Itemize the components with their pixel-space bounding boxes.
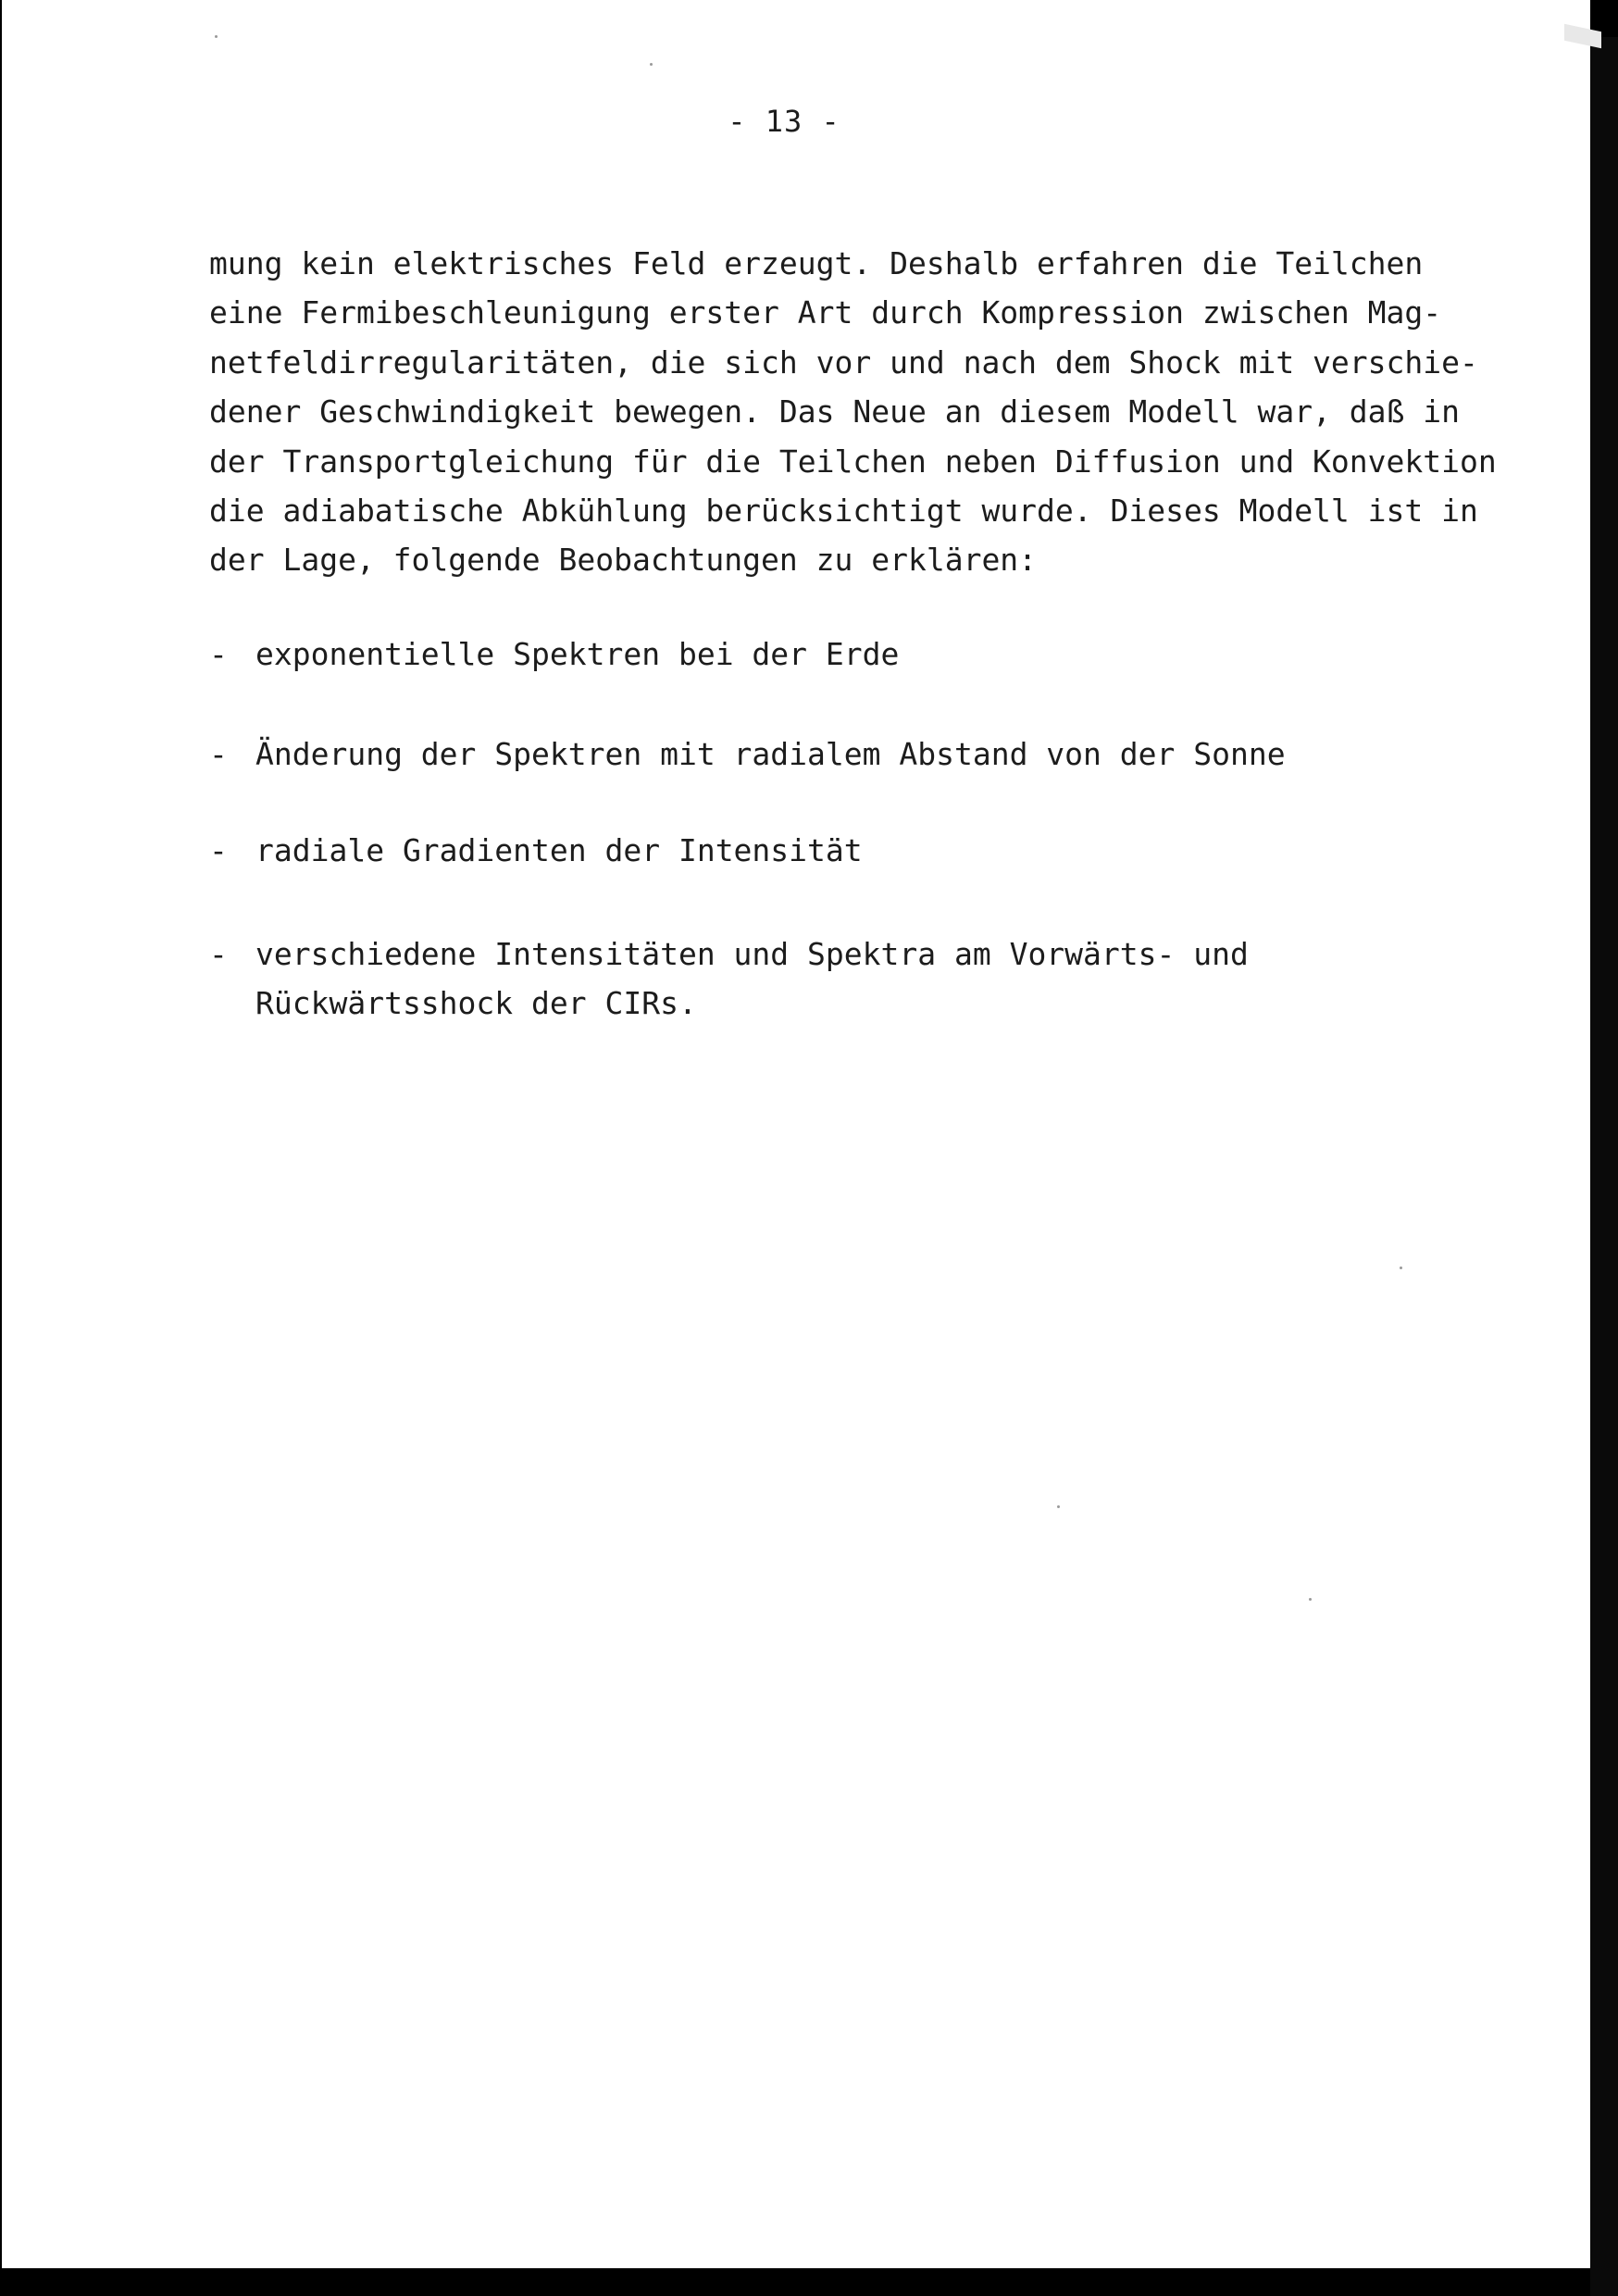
- scan-speck: [215, 35, 218, 38]
- list-item-text: [255, 930, 1249, 1029]
- paragraph-line: netfeldirregularitäten, die sich vor und nach dem Shock mit verschie-: [209, 343, 1478, 381]
- list-dash: -: [209, 636, 228, 672]
- list-item-line: verschiedene Intensitäten und Spektra am Vorwärts- und: [255, 936, 1249, 972]
- list-dash: -: [209, 832, 228, 868]
- scan-speck: [650, 63, 653, 66]
- scan-speck: [1057, 1505, 1060, 1508]
- paragraph-line: mung kein elektrisches Feld erzeugt. Deshalb erfahren die Teilchen: [209, 245, 1424, 281]
- paragraph-line: der Transportgleichung für die Teilchen neben Diffusion und Konvektion: [209, 443, 1497, 480]
- list-item-line: radiale Gradienten der Intensität: [255, 832, 863, 868]
- paragraph-line: dener Geschwindigkeit bewegen. Das Neue an diesem Modell war, daß in: [209, 393, 1461, 430]
- list-item-line: Rückwärtsshock der CIRs.: [255, 985, 697, 1022]
- list-item-text: [255, 630, 899, 679]
- scan-speck: [1309, 1598, 1312, 1601]
- list-dash: -: [209, 936, 228, 972]
- body-paragraph: [209, 239, 1497, 585]
- scan-speck: [1400, 1267, 1402, 1269]
- document-page: [2, 0, 1590, 2268]
- scan-border: [1590, 37, 1618, 2296]
- list-item-text: [255, 730, 1286, 779]
- page-number: - 13 -: [728, 104, 840, 139]
- list-item-line: Änderung der Spektren mit radialem Abstand von der Sonne: [255, 736, 1286, 772]
- paragraph-line: der Lage, folgende Beobachtungen zu erklären:: [209, 542, 1038, 579]
- list-dash: -: [209, 736, 228, 772]
- list-item-line: exponentielle Spektren bei der Erde: [255, 636, 900, 672]
- paragraph-line: die adiabatische Abkühlung berücksichtigt wurde. Dieses Modell ist in: [209, 492, 1478, 529]
- list-item-text: [255, 826, 863, 875]
- paragraph-line: eine Fermibeschleunigung erster Art durch Kompression zwischen Mag-: [209, 294, 1442, 331]
